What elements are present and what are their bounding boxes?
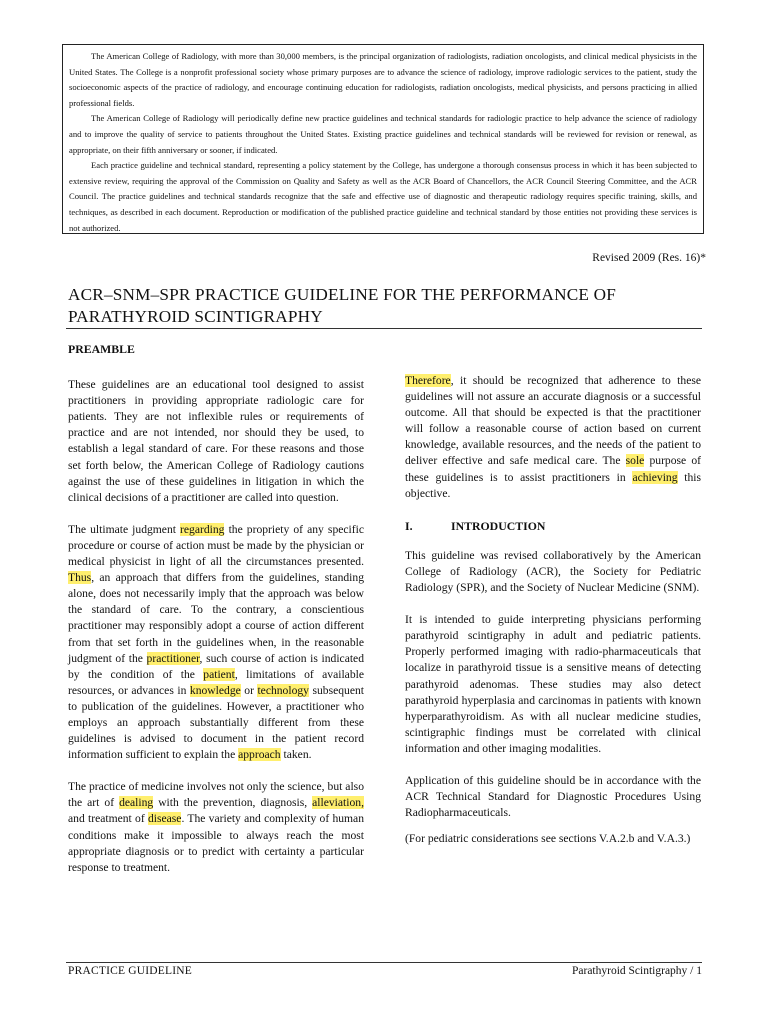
highlight: alleviation, xyxy=(312,796,364,810)
left-column xyxy=(68,341,364,892)
highlight: patient xyxy=(203,667,235,681)
footer-page-info: Parathyroid Scintigraphy / 1 xyxy=(572,965,702,977)
notice-paragraph: Each practice guideline and technical standard, representing a policy statement by the College, has undergone a thorough consensus process in which it has been subjected to extensive review, requiring the approval of the Commission on Quality and Safety as well as the ACR Board of Chancellors, the ACR Council Steering Committee, and the ACR Council. The practice guidelines and technical standards recognize that the safe and effective use of diagnostic and therapeutic radiology requires specific training, skills, and techniques, as described in each document. Reproduction or modification of the published practice guideline and technical standard by those entities not providing these services is not authorized. xyxy=(69,160,697,233)
highlight: Therefore xyxy=(405,374,451,387)
preamble-paragraph-1: These guidelines are an educational tool designed to assist practitioners in providing appropriate radiologic care for patients. They are not inflexible rules or requirements of practice and are not intended, nor should they be used, to establish a legal standard of care. For these reasons and those set forth below, the American College of Radiology cautions against the use of these guidelines in litigation in which the clinical decisions of a practitioner are called into question. xyxy=(68,378,364,504)
preamble-paragraph-4: Therefore, it should be recognized that adherence to these guidelines will not assure an accurate diagnosis or a successful outcome. All that should be expected is that the practitioner will follow a reasonable course of action based on current knowledge, available resources, and the needs of the patient to deliver effective and safe medical care. The sole purpose of these guidelines is to assist practitioners in achieving this objective. xyxy=(405,374,701,500)
intro-paragraph-1: This guideline was revised collaboratively by the American College of Radiology (ACR), the Society for Pediatric Radiology (SPR), and the Society of Nuclear Medicine (SNM). xyxy=(405,548,701,595)
introduction-heading xyxy=(405,518,701,534)
section-title: INTRODUCTION xyxy=(451,518,546,533)
highlight: technology xyxy=(257,683,309,697)
highlight: approach xyxy=(238,748,281,762)
highlight: achieving xyxy=(632,470,678,484)
section-number: I. xyxy=(405,518,413,533)
right-column xyxy=(405,373,701,863)
intro-paragraph-4: (For pediatric considerations see sections V.A.2.b and V.A.3.) xyxy=(405,832,691,846)
notice-paragraph: The American College of Radiology will periodically define new practice guidelines and technical standards for radiologic practice to help advance the science of radiology and to improve the quality of service to patients throughout the United States. Existing practice guidelines and technical standards will be reviewed for revision or renewal, as appropriate, on their fifth anniversary or sooner, if indicated. xyxy=(69,113,697,155)
revision-note: Revised 2009 (Res. 16)* xyxy=(592,252,706,264)
highlight: dealing xyxy=(119,796,154,810)
title-divider xyxy=(66,328,702,329)
document-title xyxy=(68,284,700,327)
title-line-1: ACR–SNM–SPR PRACTICE GUIDELINE FOR THE PERFORMANCE OF xyxy=(68,285,616,304)
highlight: practitioner xyxy=(146,651,200,665)
highlight: sole xyxy=(625,454,645,468)
highlight: disease xyxy=(147,812,182,826)
preamble-paragraph-3: The practice of medicine involves not only the science, but also the art of dealing with the prevention, diagnosis, alleviation, and treatment of disease. The variety and complexity of human conditions make it impossible to always reach the most appropriate diagnosis or to predict with certainty a particular response to treatment. xyxy=(68,780,364,874)
intro-paragraph-3: Application of this guideline should be in accordance with the ACR Technical Standard for Diagnostic Procedures Using Radiopharmaceuticals. xyxy=(405,773,701,820)
intro-paragraph-2: It is intended to guide interpreting physicians performing parathyroid scintigraphy in adult and pediatric patients. Properly performed imaging with radio-pharmaceuticals that localize in parathyroid tissue is a sensitive means of detecting parathyroid adenomas. These studies may also detect parathyroid hyperplasia and carcinomas in patients with known hyperparathyroidism. As with all nuclear medicine studies, scintigraphic findings must be correlated with clinical information and other imaging modalities. xyxy=(405,613,701,755)
notice-paragraph: The American College of Radiology, with more than 30,000 members, is the principal organization of radiologists, radiation oncologists, and clinical medical physicists in the United States. The College is a nonprofit professional society whose primary purposes are to advance the science of radiology, improve radiologic services to the patient, study the socioeconomic aspects of the practice of radiology, and encourage continuing education for radiologists, radiation oncologists, medical physicists, and persons practicing in allied professional fields. xyxy=(69,51,697,108)
highlight: Thus xyxy=(68,571,92,585)
footer-divider xyxy=(66,962,702,963)
preamble-heading: PREAMBLE xyxy=(68,342,135,356)
highlight: regarding xyxy=(180,522,225,536)
preamble-paragraph-2: The ultimate judgment regarding the propriety of any specific procedure or course of action must be made by the physician or medical physicist in light of all the circumstances presented. Thus, an approach that differs from the guidelines, standing alone, does not necessarily imply that the approach was below the standard of care. To the contrary, a conscientious practitioner may responsibly adopt a course of action different from that set forth in the guidelines when, in the reasonable judgment of the practitioner, such course of action is indicated by the condition of the patient, limitations of available resources, or advances in knowledge or technology subsequent to publication of the guidelines. However, a practitioner who employs an approach substantially different from these guidelines is advised to document in the patient record information sufficient to explain the approach taken. xyxy=(68,522,364,762)
footer-label: PRACTICE GUIDELINE xyxy=(68,965,193,977)
acr-notice-box xyxy=(62,44,704,234)
highlight: knowledge xyxy=(189,683,241,697)
title-line-2: PARATHYROID SCINTIGRAPHY xyxy=(68,306,323,326)
